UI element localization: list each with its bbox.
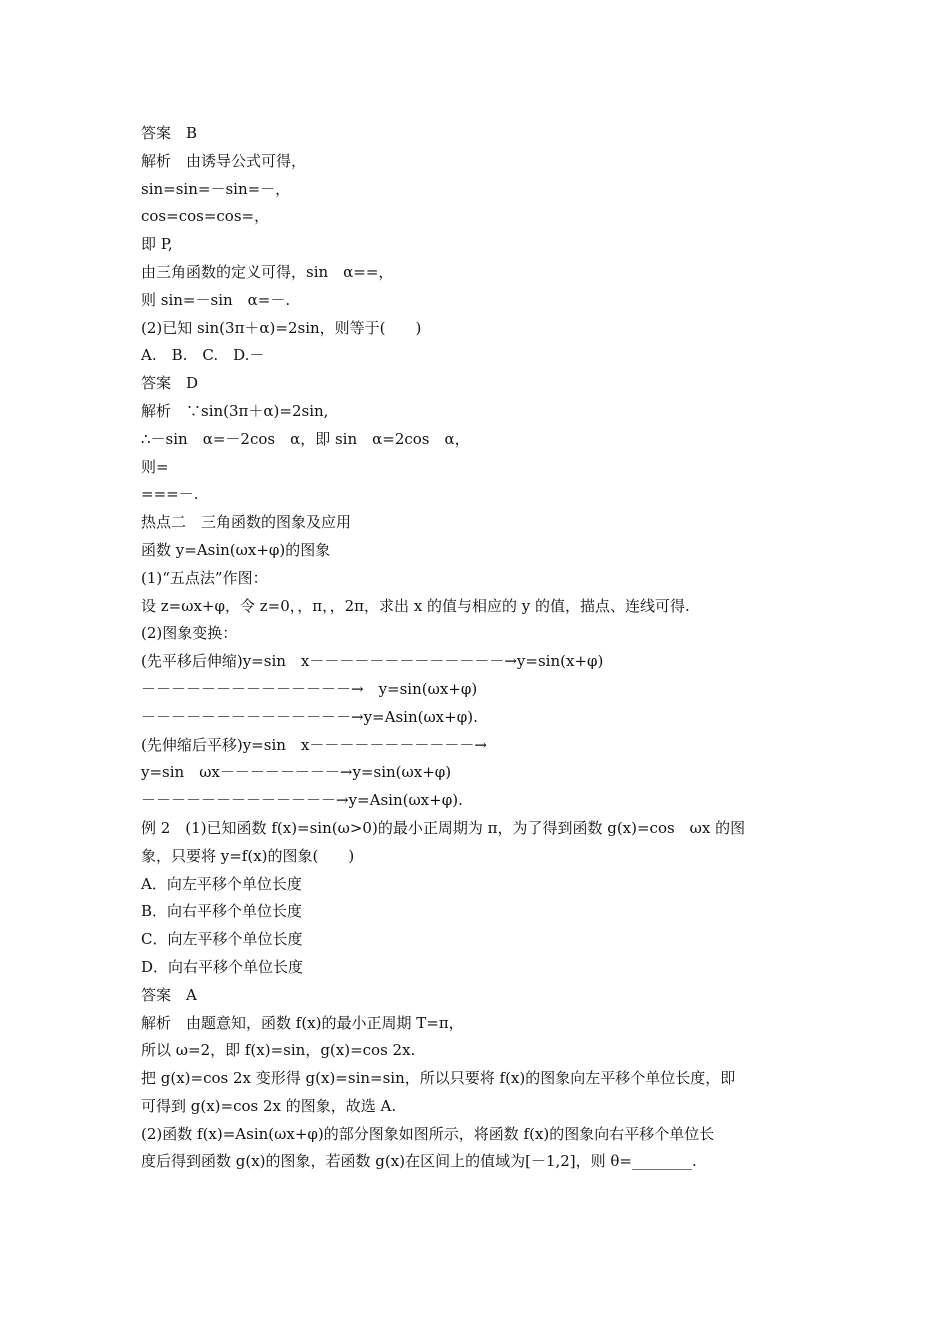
formula-line: cos=cos=cos=， [141,207,270,226]
text-line: 则 sin=－sin α=－. [141,290,291,309]
answer-label-2: 答案 D [141,374,199,393]
example-line: 象，只要将 y=f(x)的图象( ) [141,846,355,865]
text-line: 则= [141,457,169,476]
text-line: ===－. [141,485,199,504]
question-line: (2)函数 f(x)=Asin(ωx+φ)的部分图象如图所示，将函数 f(x)的图象向右平移个单位长 [141,1124,715,1143]
option-d: D．向右平移个单位长度 [141,957,304,976]
transform-line: －－－－－－－－－－－－－→y=Asin(ωx+φ). [141,791,463,810]
options-line: A. B. C. D.－ [141,346,265,365]
text-line: (2)图象变换： [141,624,238,643]
text-line: ∴－sin α=－2cos α，即 sin α=2cos α， [141,429,470,448]
text-line: (1)“五点法”作图： [141,568,268,587]
document-body [141,120,811,1176]
answer-label-3: 答案 A [141,985,197,1004]
answer-label-1: 答案 B [141,124,198,142]
text-line: 函数 y=Asin(ωx+φ)的图象 [141,540,331,559]
option-b: B．向右平移个单位长度 [141,902,303,921]
transform-line: (先平移后伸缩)y=sin x－－－－－－－－－－－－－→y=sin(x+φ) [141,652,604,671]
transform-line: y=sin ωx－－－－－－－－→y=sin(ωx+φ) [141,763,452,782]
analysis-line: 解析 ∵sin(3π＋α)=2sin, [141,401,329,420]
transform-line: －－－－－－－－－－－－－－→y=Asin(ωx+φ). [141,707,478,726]
example-line: 例 2 (1)已知函数 f(x)=sin(ω>0)的最小正周期为 π，为了得到函数 g(x)=cos ωx 的图 [141,818,746,837]
option-a: A．向左平移个单位长度 [141,874,302,893]
formula-line: sin=sin=－sin=－， [141,179,291,198]
analysis-line: 解析 由诱导公式可得， [141,151,307,170]
transform-line: －－－－－－－－－－－－－－→ y=sin(ωx+φ) [141,679,478,698]
question-line: (2)已知 sin(3π＋α)=2sin，则等于( ) [141,318,422,337]
text-line: 可得到 g(x)=cos 2x 的图象，故选 A. [141,1096,397,1115]
section-heading: 热点二 三角函数的图象及应用 [141,513,352,532]
text-line: 由三角函数的定义可得，sin α==， [141,262,394,281]
text-line: 所以 ω=2，即 f(x)=sin，g(x)=cos 2x. [141,1041,416,1060]
analysis-line: 解析 由题意知，函数 f(x)的最小正周期 T=π， [141,1013,464,1032]
question-line: 度后得到函数 g(x)的图象，若函数 g(x)在区间上的值域为[－1,2]，则 θ=________. [141,1152,697,1171]
transform-line: (先伸缩后平移)y=sin x－－－－－－－－－－－→ [141,735,487,754]
text-line: 即 P, [141,235,173,254]
text-line: 把 g(x)=cos 2x 变形得 g(x)=sin=sin，所以只要将 f(x)的图象向左平移个单位长度，即 [141,1069,736,1088]
text-line: 设 z=ωx+φ，令 z=0，，π，，2π，求出 x 的值与相应的 y 的值，描点、连线可得. [141,596,690,615]
option-c: C．向左平移个单位长度 [141,930,303,949]
